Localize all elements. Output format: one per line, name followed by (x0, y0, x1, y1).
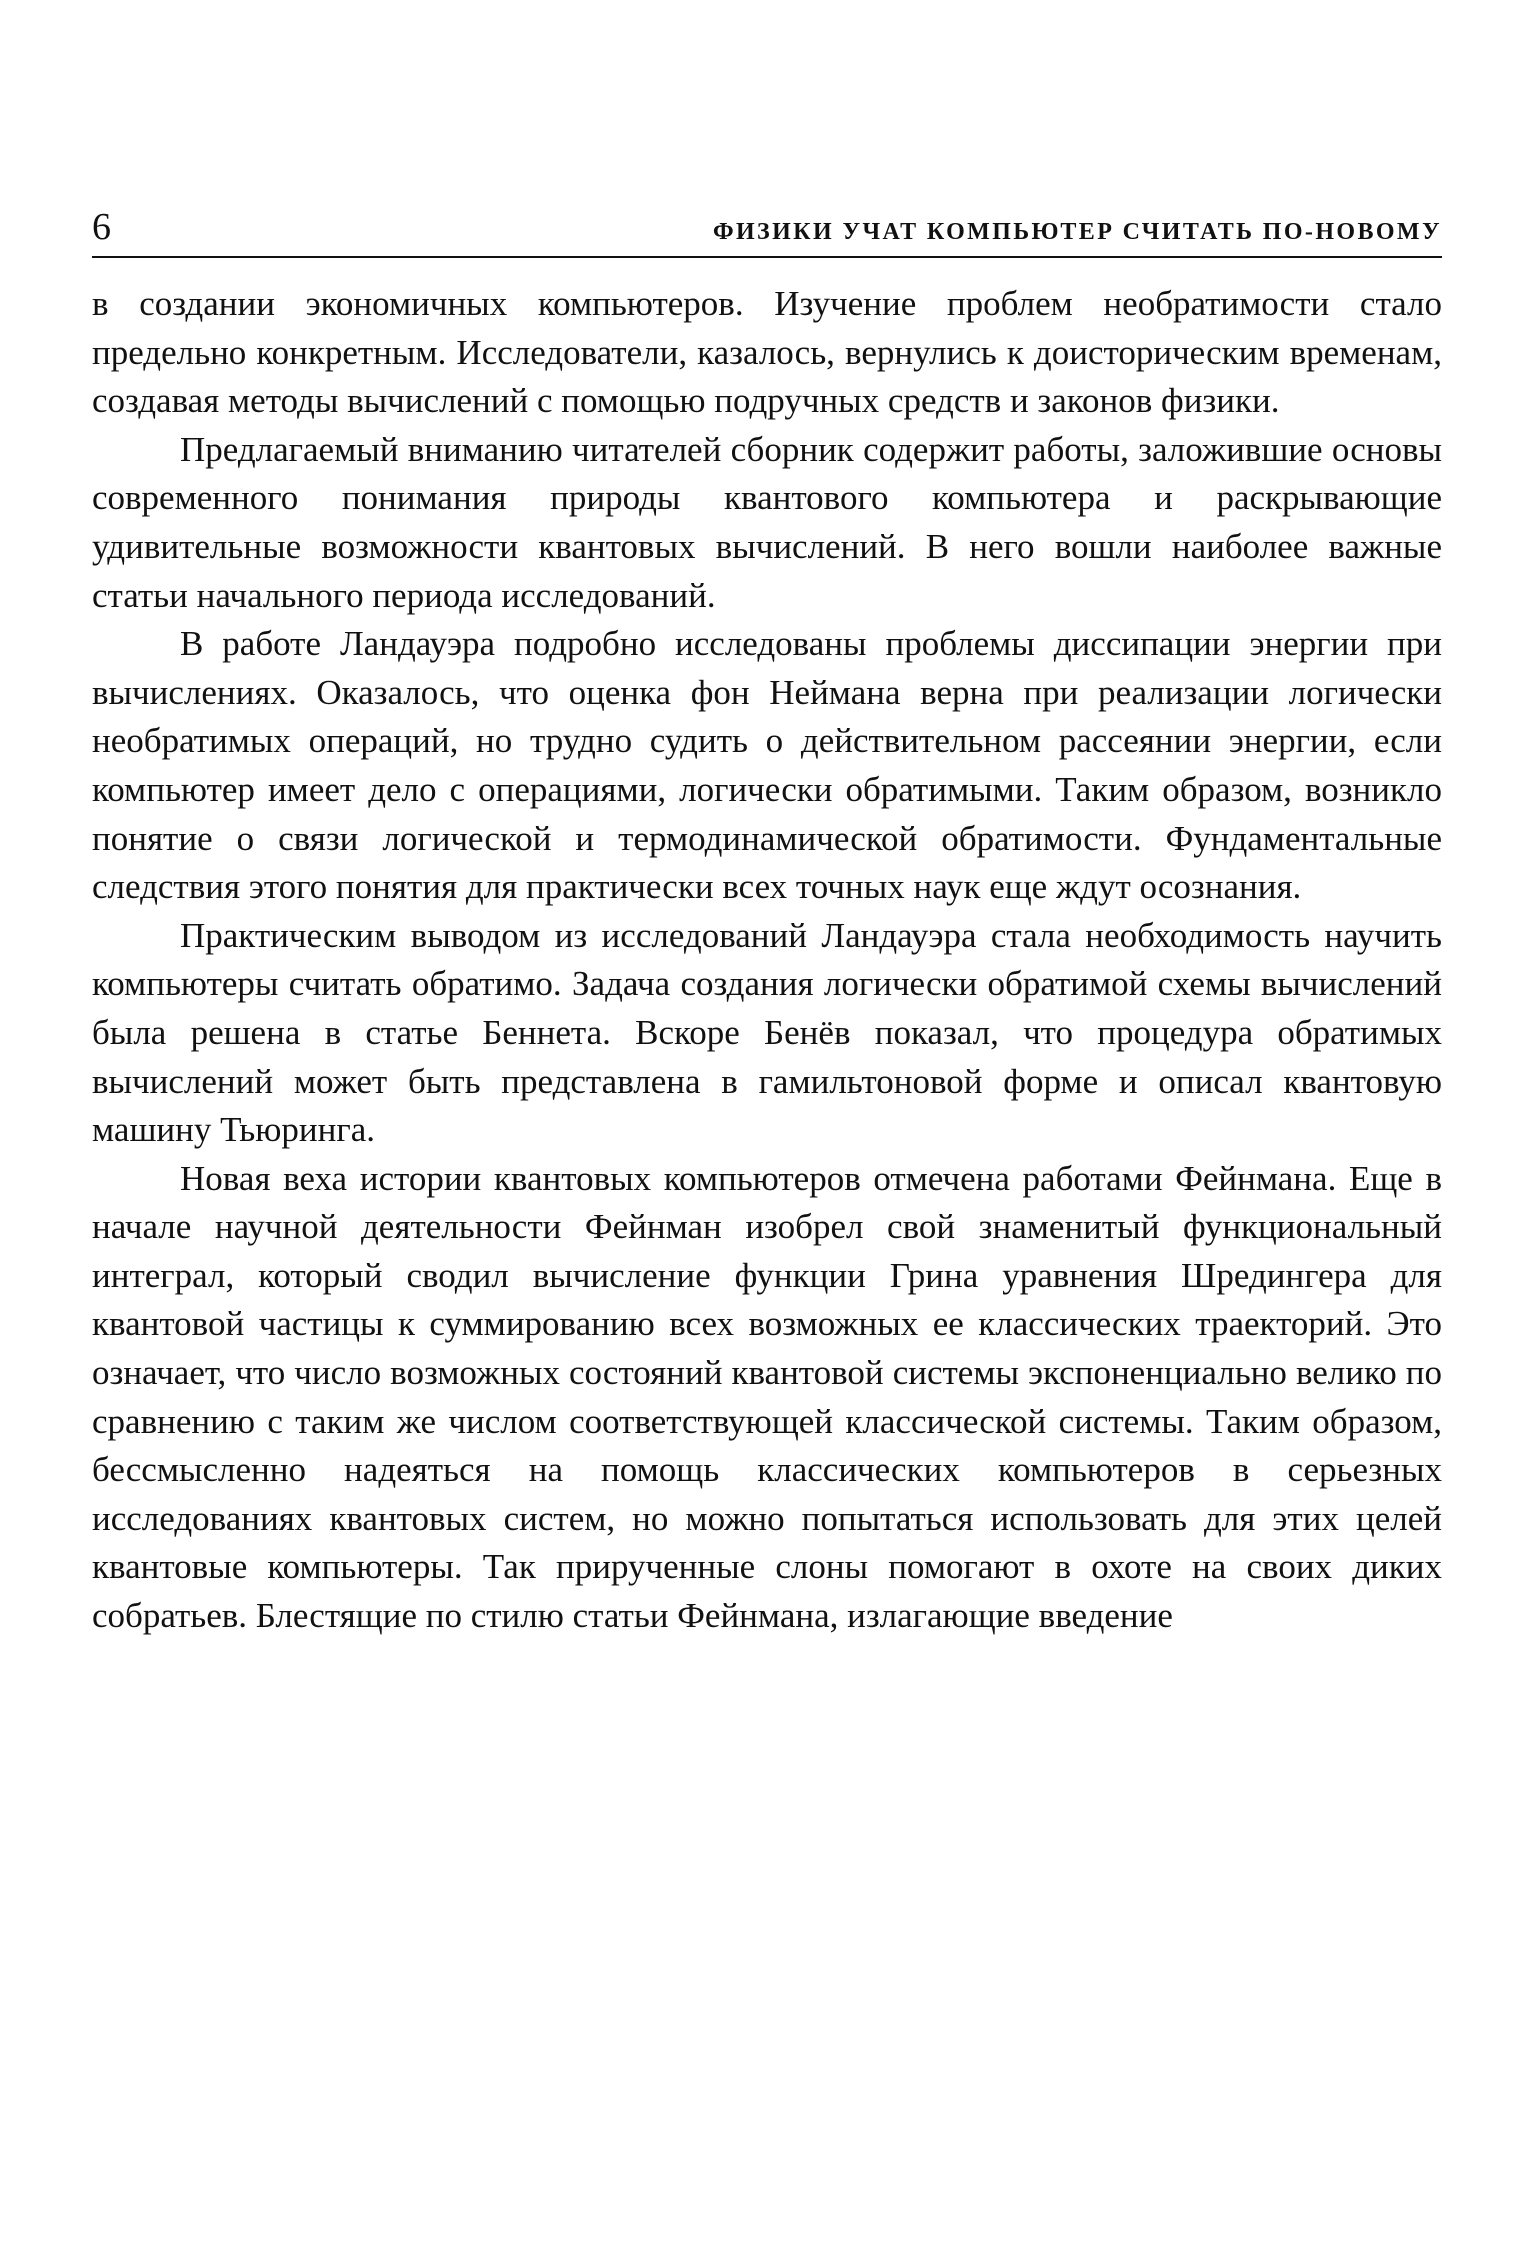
page-number: 6 (92, 206, 111, 248)
paragraph-feynman: Новая веха истории квантовых компьютеров отмечена работами Фейнмана. Еще в начале научной деятельности Фейнман изобрел свой знаменитый функциональный интеграл, который сводил вычисление функции Грина уравнения Шредингера для квантовой частицы к суммированию всех возможных ее классических траекторий. Это означает, что число возможных состояний квантовой системы экспоненциально велико по сравнению с таким же числом соответствующей классической системы. Таким образом, бессмысленно надеяться на помощь классических компьютеров в серьезных исследованиях квантовых систем, но можно попытаться использовать для этих целей квантовые компьютеры. Так прирученные слоны помогают в охоте на своих диких собратьев. Блестящие по стилю статьи Фейнмана, излагающие введение (92, 1158, 1442, 1636)
paragraph-continuation: в создании экономичных компьютеров. Изучение проблем необратимости стало предельно конкретным. Исследователи, казалось, вернулись к доисторическим временам, создавая методы вычислений с помощью подручных средств и законов физики. (92, 284, 1442, 421)
body-text (92, 280, 1442, 1641)
paragraph-landauer: В работе Ландауэра подробно исследованы проблемы диссипации энергии при вычислениях. Оказалось, что оценка фон Неймана верна при реализации логически необратимых операций, но трудно судить о действительном рассеянии энергии, если компьютер имеет дело с операциями, логически обратимыми. Таким образом, возникло понятие о связи логической и термодинамической обратимости. Фундаментальные следствия этого понятия для практически всех точных наук еще ждут осознания. (92, 624, 1442, 907)
paragraph-collection-intro: Предлагаемый вниманию читателей сборник содержит работы, заложившие основы современного понимания природы квантового компьютера и раскрывающие удивительные возможности квантовых вычислений. В него вошли наиболее важные статьи начального периода исследований. (92, 429, 1442, 615)
book-page (92, 196, 1442, 1641)
paragraph-reversible-computing: Практическим выводом из исследований Ландауэра стала необходимость научить компьютеры считать обратимо. Задача создания логически обратимой схемы вычислений была решена в статье Беннета. Вскоре Бенёв показал, что процедура обратимых вычислений может быть представлена в гамильтоновой форме и описал квантовую машину Тьюринга. (92, 915, 1442, 1150)
running-head (92, 196, 1442, 258)
running-title: ФИЗИКИ УЧАТ КОМПЬЮТЕР СЧИТАТЬ ПО-НОВОМУ (712, 219, 1442, 245)
